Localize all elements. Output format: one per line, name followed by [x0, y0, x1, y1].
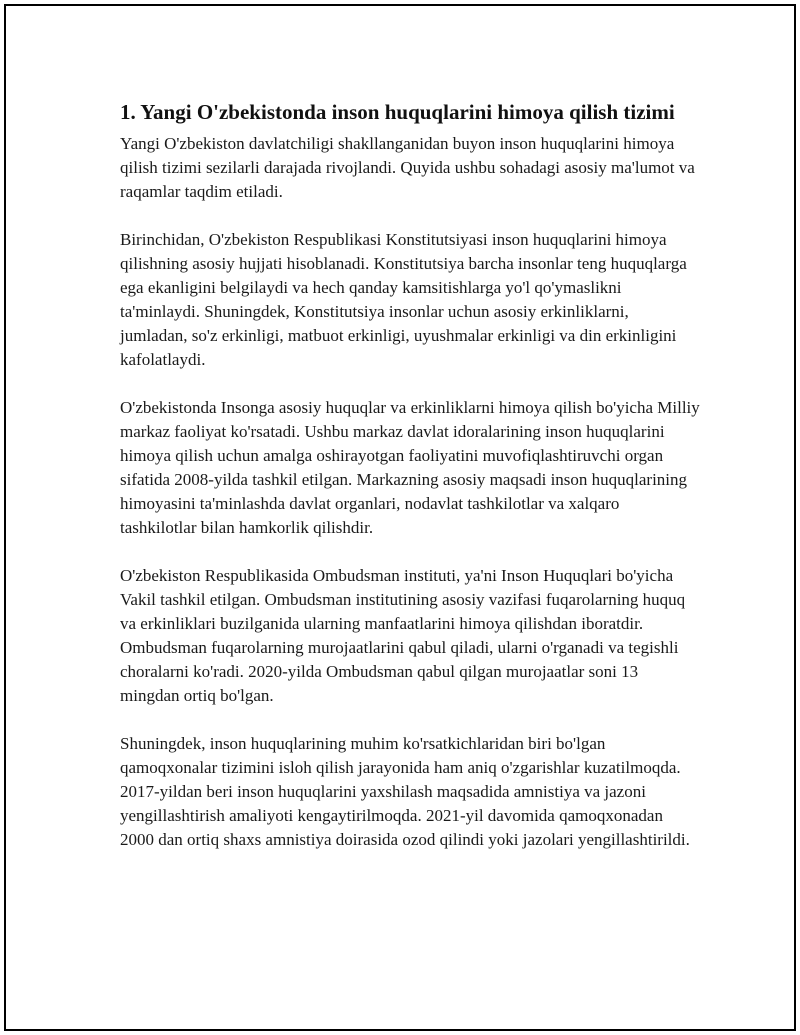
paragraph-intro: Yangi O'zbekiston davlatchiligi shakllanganidan buyon inson huquqlarini himoya qilish tizimi sezilarli darajada rivojlandi. Quyida ushbu sohadagi asosiy ma'lumot va raqamlar taqdim etiladi. [120, 134, 695, 201]
page-frame [4, 4, 796, 1031]
paragraph-national-center: O'zbekistonda Insonga asosiy huquqlar va erkinliklarni himoya qilish bo'yicha Milliy markaz faoliyat ko'rsatadi. Ushbu markaz davlat idoralarining inson huquqlarini himoya qilish uchun amalga oshirayotgan faoliyatini muvofiqlashtiruvchi organ sifatida 2008-yilda tashkil etilgan. Markazning asosiy maqsadi inson huquqlarining himoyasini ta'minlashda davlat organlari, nodavlat tashkilotlar va xalqaro tashkilotlar bilan hamkorlik qilishdir. [120, 398, 700, 537]
paragraph-ombudsman: O'zbekiston Respublikasida Ombudsman instituti, ya'ni Inson Huquqlari bo'yicha Vakil tashkil etilgan. Ombudsman institutining asosiy vazifasi fuqarolarning huquq va erkinliklari buzilganida ularning manfaatlarini himoya qilishdan iboratdir. Ombudsman fuqarolarning murojaatlarini qabul qiladi, ularni o'rganadi va tegishli choralarni ko'radi. 2020-yilda Ombudsman qabul qilgan murojaatlar soni 13 mingdan ortiq bo'lgan. [120, 566, 686, 705]
document-title: 1. Yangi O'zbekistonda inson huquqlarini himoya qilish tizimi [120, 100, 675, 124]
paragraph-prison-reform: Shuningdek, inson huquqlarining muhim ko'rsatkichlaridan biri bo'lgan qamoqxonalar tizimini isloh qilish jarayonida ham aniq o'zgarishlar kuzatilmoqda. 2017-yildan beri inson huquqlarini yaxshilash maqsadida amnistiya va jazoni yengillashtirish amaliyoti kengaytirilmoqda. 2021-yil davomida qamoqxonadan 2000 dan ortiq shaxs amnistiya doirasida ozod qilindi yoki jazolari yengillashtirildi. [120, 734, 690, 849]
paragraph-constitution: Birinchidan, O'zbekiston Respublikasi Konstitutsiyasi inson huquqlarini himoya qilishning asosiy hujjati hisoblanadi. Konstitutsiya barcha insonlar teng huquqlarga ega ekanligini belgilaydi va hech qanday kamsitishlarga yo'l qo'ymaslikni ta'minlaydi. Shuningdek, Konstitutsiya insonlar uchun asosiy erkinliklarni, jumladan, so'z erkinligi, matbuot erkinligi, uyushmalar erkinligi va din erkinligini kafolatlaydi. [120, 230, 687, 369]
document-body [120, 98, 700, 852]
